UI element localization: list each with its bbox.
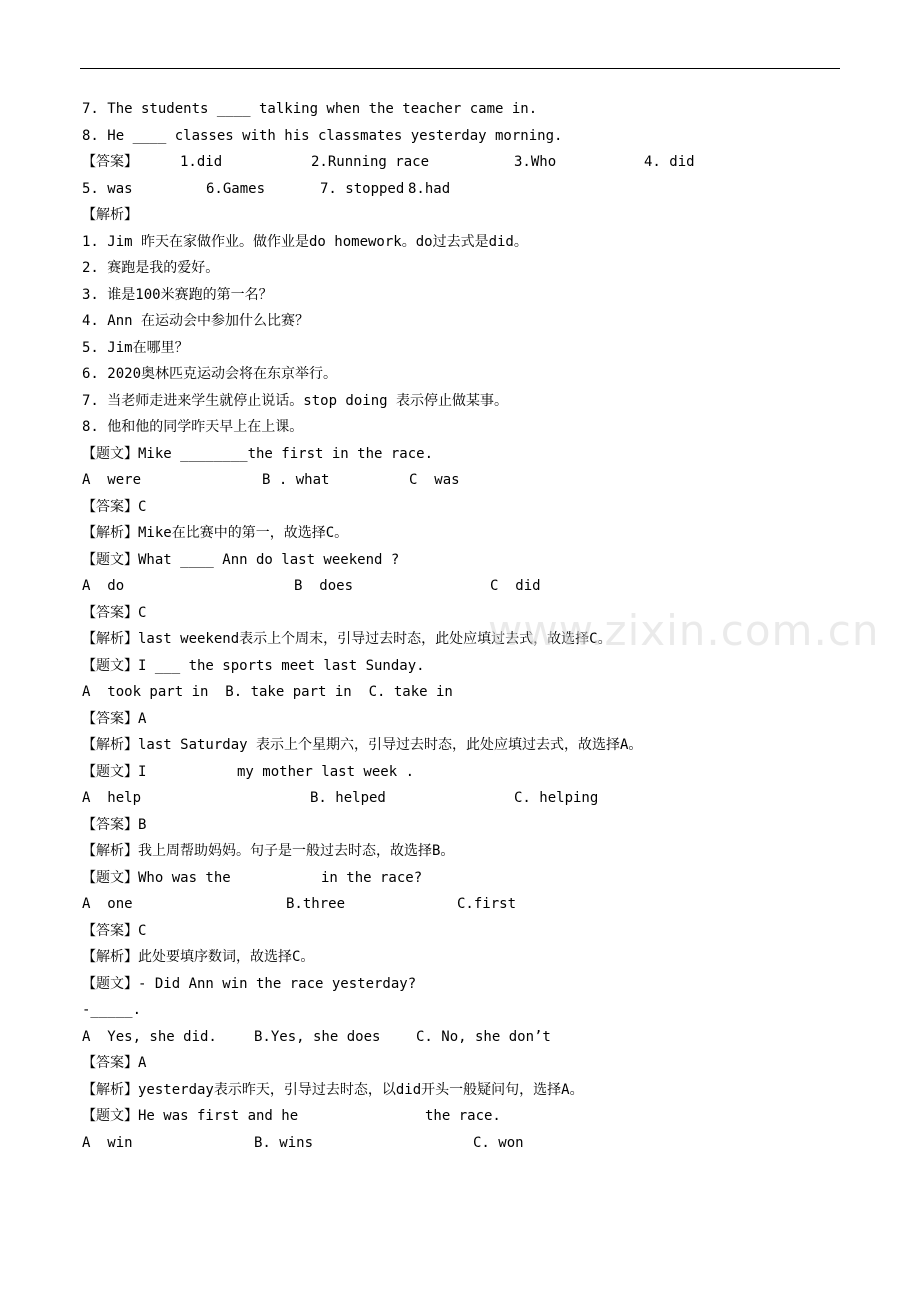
line-text: 【解析】last Saturday 表示上个星期六，引导过去时态，此处应填过去式，故选择A。 <box>82 737 643 753</box>
text-line <box>82 707 842 731</box>
text-line <box>82 124 842 148</box>
line-segment: B. wins <box>254 1134 314 1151</box>
line-segment: B.three <box>286 896 346 912</box>
line-text: 7. 当老师走进来学生就停止说话。stop doing 表示停止做某事。 <box>82 392 509 409</box>
line-segment: C. No, she don’t <box>416 1028 551 1045</box>
text-line <box>82 1078 842 1102</box>
text-line <box>82 442 842 466</box>
text-line <box>82 627 842 651</box>
text-line <box>82 1051 842 1075</box>
text-line <box>82 362 842 386</box>
header-rule <box>80 68 840 69</box>
text-line <box>82 256 842 280</box>
line-text: 7. The students ____ talking when the teacher came in. <box>82 101 538 117</box>
text-line <box>82 654 842 678</box>
line-text: 【解析】last weekend表示上个周末，引导过去时态，此处应填过去式，故选择C。 <box>82 631 612 647</box>
line-segment: 3.Who <box>514 154 557 170</box>
text-line <box>82 1131 842 1155</box>
line-segment: B does <box>294 578 354 594</box>
line-segment: A were <box>82 472 142 488</box>
line-text: 【题文】Mike ________the first in the race. <box>82 445 434 462</box>
text-line <box>82 786 842 810</box>
text-line <box>82 998 842 1022</box>
text-line <box>82 283 842 307</box>
line-text: 8. 他和他的同学昨天早上在上课。 <box>82 419 304 435</box>
text-line <box>82 468 842 492</box>
text-line <box>82 203 842 227</box>
line-text: 1. Jim 昨天在家做作业。做作业是do homework。do过去式是did。 <box>82 233 528 250</box>
text-line <box>82 309 842 333</box>
text-line <box>82 495 842 519</box>
line-segment: C did <box>490 578 541 594</box>
line-segment: B.Yes, she does <box>254 1028 381 1045</box>
line-text: -_____. <box>82 1002 142 1018</box>
line-segment: 2.Running race <box>311 154 430 170</box>
text-line <box>82 521 842 545</box>
watermark: www.zixin.com.cn <box>488 606 880 655</box>
line-segment: A Yes, she did. <box>82 1028 217 1045</box>
line-text: 【答案】A <box>82 710 147 727</box>
line-text: 【答案】B <box>82 816 147 833</box>
line-segment: A help <box>82 790 142 806</box>
text-line <box>82 415 842 439</box>
line-segment: C was <box>409 472 460 488</box>
line-segment: 5. was <box>82 180 133 197</box>
line-segment: B . what <box>262 472 330 488</box>
line-text: 5. Jim在哪里？ <box>82 339 189 356</box>
line-text: 3. 谁是100米赛跑的第一名？ <box>82 286 273 303</box>
line-segment: 6.Games <box>206 180 266 197</box>
line-text: 【答案】C <box>82 604 147 621</box>
text-line <box>82 839 842 863</box>
line-segment: 【答案】 <box>82 154 138 170</box>
text-line <box>82 97 842 121</box>
line-segment: 1.did <box>180 154 223 170</box>
line-segment: A one <box>82 896 133 912</box>
text-line <box>82 548 842 572</box>
text-line <box>82 680 842 704</box>
line-text: 6. 2020奥林匹克运动会将在东京举行。 <box>82 366 338 382</box>
line-segment: A do <box>82 578 125 594</box>
line-segment: 【题文】He was first and he <box>82 1108 299 1124</box>
line-segment: 【题文】Who was the <box>82 869 231 886</box>
line-text: 【解析】此处要填序数词，故选择C。 <box>82 949 315 965</box>
text-line <box>82 972 842 996</box>
line-text: A took part in B. take part in C. take in <box>82 684 453 700</box>
line-segment: C.first <box>457 896 517 912</box>
line-segment: 【题文】I <box>82 763 147 780</box>
text-line <box>82 601 842 625</box>
line-text: 【解析】 <box>82 207 138 223</box>
line-segment: B. helped <box>310 790 386 806</box>
line-segment: 7. stopped <box>320 180 405 197</box>
line-segment: 8.had <box>408 180 451 197</box>
line-text: 【题文】What ____ Ann do last weekend ? <box>82 551 400 568</box>
text-line <box>82 813 842 837</box>
line-text: 【答案】A <box>82 1055 147 1071</box>
line-segment: in the race? <box>321 869 423 886</box>
line-segment: A win <box>82 1134 133 1151</box>
line-text: 2. 赛跑是我的爱好。 <box>82 260 220 276</box>
text-line <box>82 945 842 969</box>
line-text: 【答案】C <box>82 498 147 515</box>
line-segment: C. won <box>473 1134 524 1151</box>
text-line <box>82 919 842 943</box>
line-text: 【题文】I ___ the sports meet last Sunday. <box>82 657 425 674</box>
text-line <box>82 574 842 598</box>
text-line <box>82 389 842 413</box>
text-line <box>82 892 842 916</box>
text-line <box>82 1104 842 1128</box>
line-segment: 4. did <box>644 154 695 170</box>
line-text: 【答案】C <box>82 922 147 939</box>
text-line <box>82 336 842 360</box>
line-text: 【解析】Mike在比赛中的第一，故选择C。 <box>82 525 349 541</box>
line-text: 【解析】yesterday表示昨天，引导过去时态，以did开头一般疑问句，选择A。 <box>82 1081 584 1098</box>
line-segment: C. helping <box>514 790 599 806</box>
text-line <box>82 230 842 254</box>
line-text: 【题文】- Did Ann win the race yesterday? <box>82 975 417 992</box>
line-segment: my mother last week . <box>237 763 415 780</box>
line-text: 4. Ann 在运动会中参加什么比赛？ <box>82 313 310 329</box>
text-line <box>82 177 842 201</box>
text-line <box>82 150 842 174</box>
text-line <box>82 1025 842 1049</box>
line-segment: the race. <box>425 1108 501 1124</box>
text-line <box>82 866 842 890</box>
line-text: 【解析】我上周帮助妈妈。句子是一般过去时态，故选择B。 <box>82 843 455 859</box>
text-line <box>82 760 842 784</box>
line-text: 8. He ____ classes with his classmates yesterday morning. <box>82 127 563 144</box>
text-line <box>82 733 842 757</box>
